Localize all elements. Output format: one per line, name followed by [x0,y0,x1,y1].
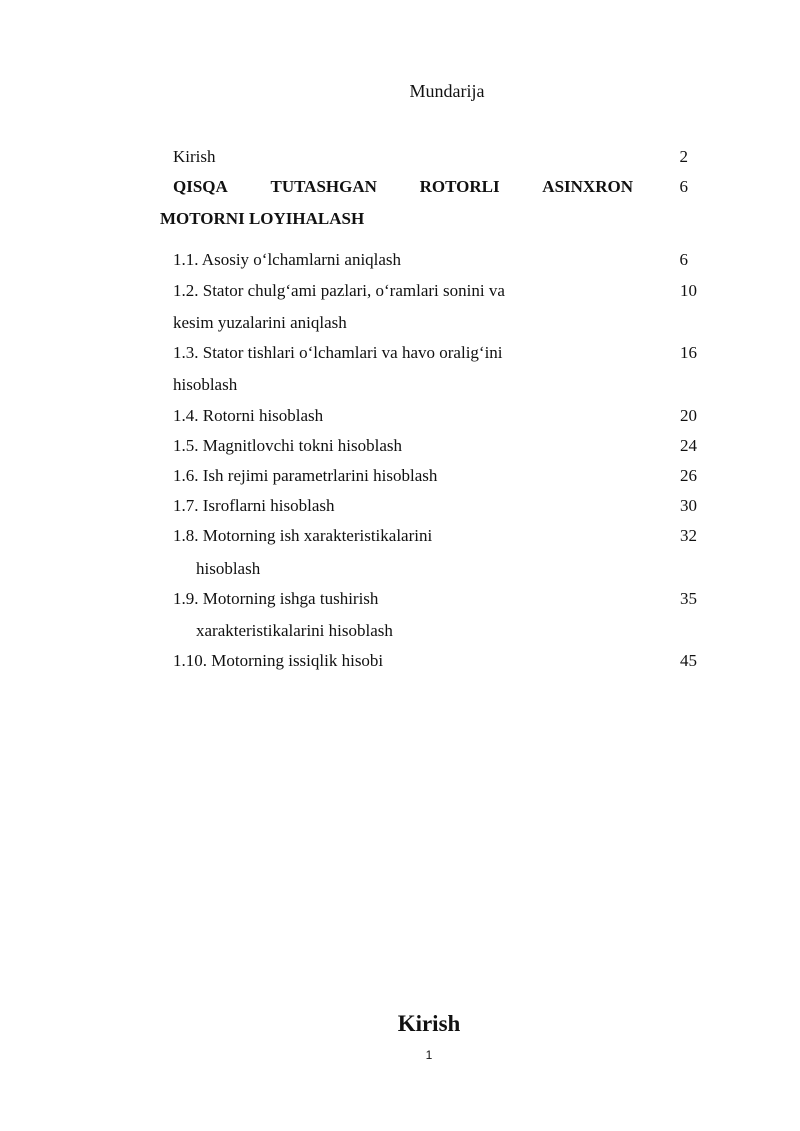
toc-entry-page: 6 [679,177,688,196]
toc-heading-word: TUTASHGAN [270,177,377,196]
toc-entry-continuation: hisoblash [173,375,238,394]
toc-entry-page: 2 [679,147,688,166]
toc-entry-page: 24 [680,436,697,455]
toc-heading-word: ROTORLI [419,177,500,196]
toc-entry-page: 6 [679,250,688,269]
toc-heading-word: ASINXRON [542,177,633,196]
toc-entry-page: 30 [680,496,697,515]
toc-entry-page: 45 [680,651,697,670]
toc-entry-page: 32 [680,526,697,545]
toc-entry-page: 16 [680,343,697,362]
toc-entry-page: 26 [680,466,697,485]
toc-entry-text: 1.1. Asosiy o‘lchamlarni aniqlash [173,250,402,269]
page-number: 1 [425,1048,433,1062]
toc-entry-text: 1.6. Ish rejimi parametrlarini hisoblash [173,466,438,485]
toc-entry-continuation: hisoblash [196,559,261,578]
toc-heading-continuation: MOTORNI LOYIHALASH [160,209,365,228]
toc-entry-text: Kirish [173,147,216,166]
toc-heading-word: QISQA [173,177,228,196]
toc-entry-text: 1.4. Rotorni hisoblash [173,406,324,425]
section-heading: Kirish [397,1011,461,1036]
toc-entry-text: 1.7. Isroflarni hisoblash [173,496,335,515]
toc-entry-page: 35 [680,589,697,608]
toc-entry-page: 10 [680,281,697,300]
toc-entry-continuation: xarakteristikalarini hisoblash [196,621,393,640]
toc-entry-continuation: kesim yuzalarini aniqlash [173,313,347,332]
toc-heading-entry [173,176,633,198]
toc-entry-text: 1.3. Stator tishlari o‘lchamlari va havo oralig‘ini [173,343,503,362]
toc-title: Mundarija [409,81,485,101]
toc-entry-text: 1.8. Motorning ish xarakteristikalarini [173,526,433,545]
toc-entry-text: 1.5. Magnitlovchi tokni hisoblash [173,436,403,455]
toc-entry-text: 1.9. Motorning ishga tushirish [173,589,379,608]
toc-entry-page: 20 [680,406,697,425]
toc-entry-text: 1.2. Stator chulg‘ami pazlari, o‘ramlari sonini va [173,281,505,300]
toc-entry-text: 1.10. Motorning issiqlik hisobi [173,651,384,670]
